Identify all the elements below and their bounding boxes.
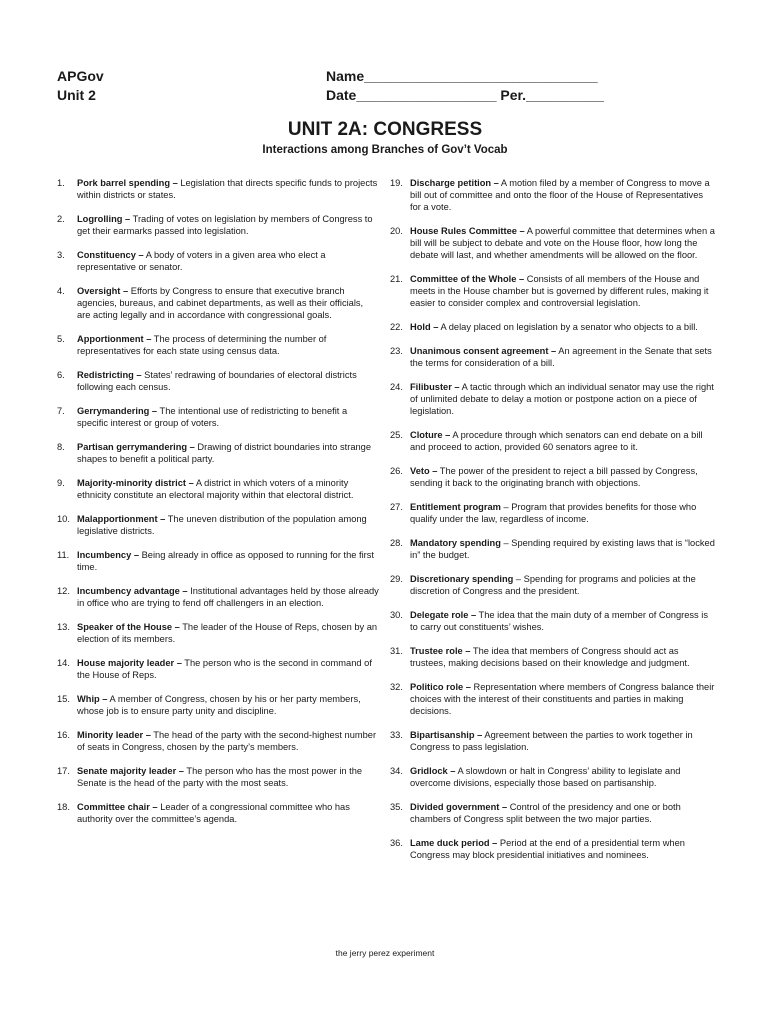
vocab-term: Speaker of the House – [77,622,180,632]
vocab-item [390,273,715,309]
vocab-number: 3. [57,250,65,260]
vocab-definition: The leader of the House of Reps, chosen by an election of its members. [77,622,378,644]
vocab-definition: – Spending for programs and policies at the discretion of Congress and the president. [410,574,696,596]
name-line: Name______________________________ [326,68,598,84]
vocab-term: Discharge petition – [410,178,499,188]
vocab-term: Apportionment – [77,334,152,344]
vocab-definition: The idea that members of Congress should act as trustees, making decisions based on their knowledge and judgment. [410,646,690,668]
vocab-number: 4. [57,286,65,296]
footer-credit: the jerry perez experiment [335,948,435,958]
vocab-item [57,765,379,789]
vocab-definition: Legislation that directs specific funds to projects within districts or states. [77,178,378,200]
page-subtitle: Interactions among Branches of Gov’t Vocab [262,144,508,156]
vocab-term: Committee chair – [77,802,158,812]
vocab-item [57,585,379,609]
vocab-term: Bipartisanship – [410,730,483,740]
vocab-definition: The power of the president to reject a bill passed by Congress, sending it back to the originating branch with objections. [410,466,698,488]
vocab-number: 23. [390,346,403,356]
vocab-item [57,657,379,681]
vocab-term: Mandatory spending [410,538,501,548]
vocab-item [57,621,379,645]
vocab-number: 26. [390,466,403,476]
vocab-definition: Being already in office as opposed to running for the first time. [77,550,374,572]
vocab-definition: Trading of votes on legislation by members of Congress to get their earmarks passed into legislation. [77,214,373,236]
vocab-item [390,465,715,489]
vocab-number: 18. [57,802,70,812]
vocab-number: 6. [57,370,65,380]
vocab-number: 31. [390,646,403,656]
vocab-term: Cloture – [410,430,451,440]
vocab-number: 29. [390,574,403,584]
vocab-item [57,441,379,465]
vocab-number: 7. [57,406,65,416]
vocab-item [57,213,379,237]
vocab-item [57,729,379,753]
vocab-term: Veto – [410,466,438,476]
vocab-definition: Leader of a congressional committee who has authority over the committee’s agenda. [77,802,350,824]
vocab-definition: An agreement in the Senate that sets the terms for consideration of a bill. [410,346,712,368]
vocab-number: 5. [57,334,65,344]
vocab-definition: States’ redrawing of boundaries of electoral districts following each census. [77,370,357,392]
vocab-number: 28. [390,538,403,548]
vocab-item [390,729,715,753]
vocab-term: House majority leader – [77,658,182,668]
vocab-term: Malapportionment – [77,514,166,524]
vocab-term: Committee of the Whole – [410,274,525,284]
vocab-term: Divided government – [410,802,508,812]
vocab-item [390,645,715,669]
vocab-number: 16. [57,730,70,740]
vocab-item [390,837,715,861]
vocab-definition: The head of the party with the second-highest number of seats in Congress, chosen by the party’s members. [77,730,377,752]
course-header [57,67,104,105]
vocab-number: 36. [390,838,403,848]
vocab-definition: Institutional advantages held by those already in office who are trying to fend off challengers in an election. [77,586,379,608]
vocab-number: 2. [57,214,65,224]
vocab-number: 17. [57,766,70,776]
vocab-item [390,345,715,369]
vocab-item [57,249,379,273]
vocab-definition: – Spending required by existing laws that is “locked in” the budget. [410,538,715,560]
vocab-definition: A delay placed on legislation by a senator who objects to a bill. [438,322,698,332]
vocab-term: Partisan gerrymandering – [77,442,195,452]
vocab-term: Gridlock – [410,766,456,776]
vocab-definition: The idea that the main duty of a member of Congress is to carry out constituents’ wishes. [410,610,708,632]
vocab-term: Hold – [410,322,439,332]
vocab-number: 13. [57,622,70,632]
vocab-definition: The person who has the most power in the Senate is the head of the party with the most seats. [77,766,363,788]
vocab-number: 21. [390,274,403,284]
vocab-term: Incumbency advantage – [77,586,188,596]
vocab-term: Gerrymandering – [77,406,158,416]
vocab-term: House Rules Committee – [410,226,525,236]
vocab-definition: Period at the end of a presidential term when Congress may block presidential initiatives and nominees. [410,838,685,860]
vocab-column-right [390,177,715,873]
vocab-definition: – Program that provides benefits for those who qualify under the law, regardless of income. [410,502,697,524]
vocab-item [390,681,715,717]
vocab-term: Filibuster – [410,382,460,392]
student-info [326,67,604,105]
course-label: APGov [57,68,104,84]
vocab-number: 14. [57,658,70,668]
vocab-number: 32. [390,682,403,692]
vocab-item [390,765,715,789]
unit-label: Unit 2 [57,87,96,103]
vocab-item [390,537,715,561]
vocab-item [390,609,715,633]
vocab-term: Incumbency – [77,550,140,560]
vocab-number: 9. [57,478,65,488]
vocab-number: 35. [390,802,403,812]
vocab-item [390,501,715,525]
vocab-term: Lame duck period – [410,838,498,848]
vocab-column-left [57,177,379,837]
vocab-item [57,549,379,573]
vocab-definition: Consists of all members of the House and meets in the House chamber but is governed by different rules, making it easier to consider complex and controversial legislation. [410,274,709,308]
vocab-term: Entitlement program [410,502,501,512]
vocab-item [57,177,379,201]
vocab-item [57,285,379,321]
vocab-definition: Control of the presidency and one or both chambers of Congress split between the two major parties. [410,802,681,824]
vocab-item [390,381,715,417]
vocab-definition: The intentional use of redistricting to benefit a specific interest or group of voters. [77,406,348,428]
vocab-item [57,333,379,357]
vocab-definition: A slowdown or halt in Congress’ ability to legislate and overcome divisions, especially those based on partisanship. [410,766,681,788]
vocab-term: Minority leader – [77,730,151,740]
vocab-number: 1. [57,178,65,188]
vocab-number: 33. [390,730,403,740]
vocab-number: 25. [390,430,403,440]
vocab-definition: A district in which voters of a minority ethnicity constitute an electoral majority within that electoral district. [77,478,354,500]
vocab-definition: The uneven distribution of the population among legislative districts. [77,514,367,536]
vocab-item [390,573,715,597]
vocab-term: Senate majority leader – [77,766,184,776]
vocab-term: Pork barrel spending – [77,178,178,188]
vocab-term: Logrolling – [77,214,131,224]
vocab-definition: Efforts by Congress to ensure that executive branch agencies, bureaus, and cabinet departments, as well as their officials, are acting legally and in accordance with congressional goals. [77,286,364,320]
vocab-number: 19. [390,178,403,188]
vocab-number: 22. [390,322,403,332]
vocab-item [390,429,715,453]
vocab-definition: Agreement between the parties to work together in Congress to pass legislation. [410,730,693,752]
vocab-definition: Representation where members of Congress balance their choices with the interest of their constituents and parties in making decisions. [410,682,715,716]
vocab-number: 15. [57,694,70,704]
vocab-number: 30. [390,610,403,620]
vocab-term: Whip – [77,694,108,704]
vocab-term: Majority-minority district – [77,478,194,488]
vocab-item [57,693,379,717]
vocab-number: 10. [57,514,70,524]
vocab-definition: The person who is the second in command of the House of Reps. [77,658,372,680]
vocab-item [57,477,379,501]
vocab-item [390,225,715,261]
vocab-term: Discretionary spending [410,574,514,584]
vocab-number: 20. [390,226,403,236]
vocab-item [57,513,379,537]
vocab-item [57,369,379,393]
vocab-item [57,405,379,429]
vocab-number: 27. [390,502,403,512]
vocab-number: 12. [57,586,70,596]
vocab-term: Delegate role – [410,610,477,620]
vocab-definition: A member of Congress, chosen by his or her party members, whose job is to ensure party unity and discipline. [77,694,361,716]
vocab-item [390,801,715,825]
vocab-definition: A motion filed by a member of Congress to move a bill out of committee and onto the floor of the House of Representatives for a vote. [410,178,710,212]
vocab-number: 11. [57,550,70,560]
vocab-definition: A procedure through which senators can end debate on a bill and proceed to action, provided 60 senators agree to it. [410,430,703,452]
vocab-definition: Drawing of district boundaries into strange shapes to benefit a political party. [77,442,372,464]
vocab-term: Trustee role – [410,646,471,656]
vocab-definition: A body of voters in a given area who elect a representative or senator. [77,250,326,272]
vocab-number: 34. [390,766,403,776]
page-title: UNIT 2A: CONGRESS [287,119,483,140]
vocab-item [390,177,715,213]
vocab-term: Oversight – [77,286,129,296]
vocab-term: Politico role – [410,682,471,692]
vocab-number: 24. [390,382,403,392]
vocab-item [57,801,379,825]
vocab-term: Constituency – [77,250,144,260]
vocab-number: 8. [57,442,65,452]
vocab-definition: A powerful committee that determines when a bill will be subject to debate and vote on the House floor, how long the debate will last, and whether amendments will be allowed on the floor. [410,226,715,260]
vocab-definition: The process of determining the number of representatives for each state using census data. [77,334,327,356]
vocab-item [390,321,715,333]
vocab-term: Unanimous consent agreement – [410,346,557,356]
vocab-definition: A tactic through which an individual senator may use the right of unlimited debate to delay a motion or postpone action on a piece of legislation. [410,382,714,416]
vocab-term: Redistricting – [77,370,142,380]
date-period-line: Date__________________ Per.__________ [326,87,604,103]
